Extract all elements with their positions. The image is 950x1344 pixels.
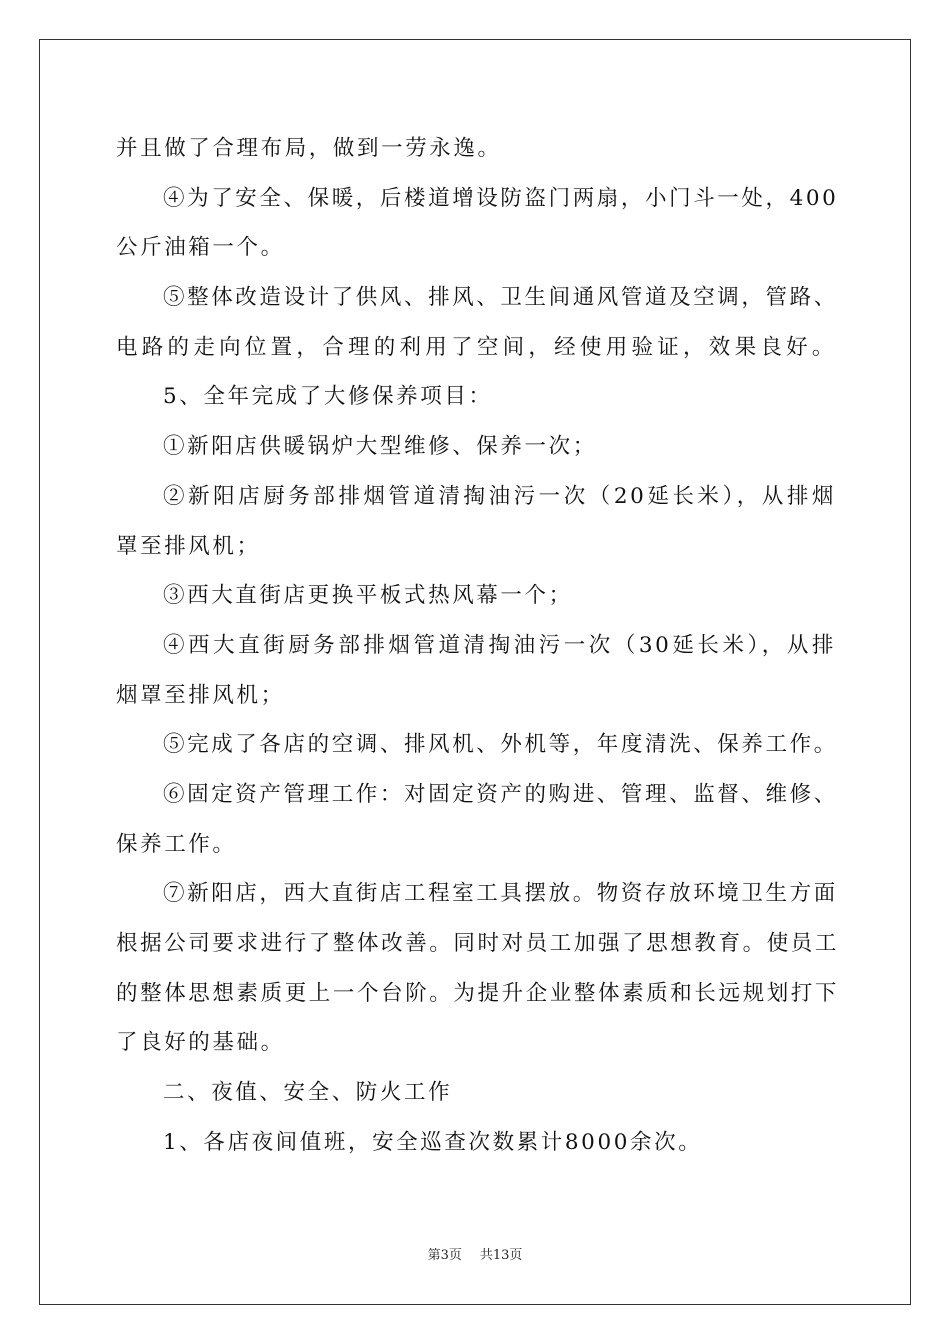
text-line: 根据公司要求进行了整体改善。同时对员工加强了思想教育。使员工: [116, 931, 840, 956]
list-item: ①新阳店供暖锅炉大型维修、保养一次；: [163, 434, 597, 460]
section-heading: 1、各店夜间值班，安全巡查次数累计8000余次。: [163, 1129, 703, 1155]
text-line: 公斤油箱一个。: [116, 235, 285, 261]
text-line: 电路的走向位置，合理的利用了空间，经使用验证，效果良好。: [116, 334, 836, 360]
section-heading: 5、全年完成了大修保养项目：: [163, 384, 493, 410]
document-body: [116, 124, 840, 1167]
text-line: 并且做了合理布局，做到一劳永逸。: [116, 136, 502, 161]
list-item: ④西大直街厨务部排烟管道清掏油污一次（30延长米），从排: [163, 632, 836, 658]
text-line: ④为了安全、保暖，后楼道增设防盗门两扇，小门斗一处，400: [163, 185, 839, 211]
text-line: 了良好的基础。: [116, 1030, 285, 1056]
page-number: 第3页: [427, 1248, 462, 1263]
text-line: 罩至排风机；: [116, 533, 261, 559]
page-total: 共13页: [479, 1248, 523, 1263]
section-heading: 二、夜值、安全、防火工作: [163, 1080, 453, 1106]
list-item: ③西大直街店更换平板式热风幕一个；: [163, 583, 573, 609]
list-item: ⑥固定资产管理工作：对固定资产的购进、管理、监督、维修、: [163, 781, 838, 807]
page-footer: [0, 1246, 950, 1266]
list-item: ⑦新阳店，西大直街店工程室工具摆放。物资存放环境卫生方面: [163, 881, 838, 907]
text-line: 保养工作。: [116, 831, 237, 857]
list-item: ②新阳店厨务部排烟管道清掏油污一次（20延长米），从排烟: [163, 483, 836, 509]
text-line: 烟罩至排风机；: [116, 682, 285, 708]
text-line: ⑤整体改造设计了供风、排风、卫生间通风管道及空调，管路、: [163, 285, 838, 311]
list-item: ⑤完成了各店的空调、排风机、外机等，年度清洗、保养工作。: [163, 732, 838, 758]
text-line: 的整体思想素质更上一个台阶。为提升企业整体素质和长远规划打下: [116, 980, 840, 1006]
